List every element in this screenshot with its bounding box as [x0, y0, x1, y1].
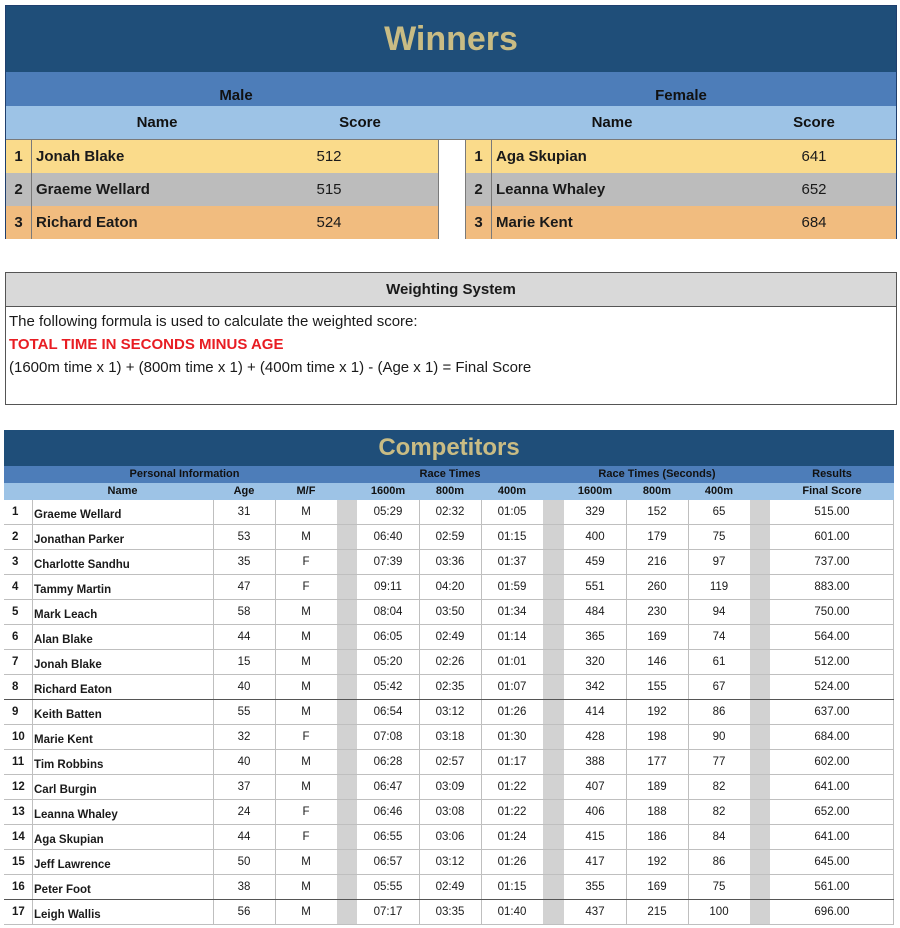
col-1600m-time: 1600m [370, 485, 406, 497]
competitor-row [4, 850, 894, 875]
rank-cell: 1 [6, 140, 32, 173]
winner-name: Marie Kent [496, 214, 573, 231]
final-score-cell: 564.00 [814, 631, 850, 643]
seconds-800-cell: 155 [647, 681, 667, 693]
competitor-name: Mark Leach [34, 609, 98, 621]
group-personal-info: Personal Information [129, 468, 240, 480]
female-winner-row [466, 140, 896, 173]
rank-cell: 4 [12, 581, 19, 593]
time-800-cell: 02:59 [435, 531, 465, 543]
female-winner-row [466, 173, 896, 206]
final-score-cell: 641.00 [814, 781, 850, 793]
age-cell: 31 [237, 506, 251, 518]
time-800-cell: 02:35 [435, 681, 465, 693]
final-score-cell: 883.00 [814, 581, 850, 593]
seconds-800-cell: 230 [647, 606, 667, 618]
time-400-cell: 01:37 [497, 556, 527, 568]
seconds-1600-cell: 320 [585, 656, 605, 668]
competitor-name: Keith Batten [34, 709, 102, 721]
rank-cell: 2 [6, 173, 32, 206]
seconds-1600-cell: 459 [585, 556, 605, 568]
age-cell: 38 [237, 881, 251, 893]
time-400-cell: 01:15 [497, 531, 527, 543]
time-1600-cell: 06:05 [373, 631, 403, 643]
male-name-header: Name [136, 114, 178, 131]
seconds-800-cell: 177 [647, 756, 667, 768]
competitor-row [4, 700, 894, 725]
seconds-1600-cell: 484 [585, 606, 605, 618]
time-800-cell: 03:50 [435, 606, 465, 618]
seconds-1600-cell: 415 [585, 831, 605, 843]
time-1600-cell: 05:55 [373, 881, 403, 893]
competitor-row [4, 675, 894, 700]
final-score-cell: 737.00 [814, 556, 850, 568]
competitor-row [4, 650, 894, 675]
col-name: Name [107, 485, 138, 497]
seconds-1600-cell: 329 [585, 506, 605, 518]
rank-cell: 2 [12, 531, 19, 543]
weighting-description: The following formula is used to calculate the weighted score: [9, 313, 418, 330]
final-score-cell: 696.00 [814, 906, 850, 918]
seconds-1600-cell: 355 [585, 881, 605, 893]
competitor-row [4, 900, 894, 925]
winner-score: 684 [801, 214, 827, 231]
male-group-label: Male [219, 87, 253, 104]
male-winner-row [6, 140, 438, 173]
col-400m-time: 400m [497, 485, 527, 497]
rank-cell: 3 [6, 206, 32, 239]
time-1600-cell: 06:28 [373, 756, 403, 768]
seconds-800-cell: 192 [647, 856, 667, 868]
time-1600-cell: 06:46 [373, 806, 403, 818]
seconds-800-cell: 192 [647, 706, 667, 718]
competitor-name: Graeme Wellard [34, 509, 122, 521]
age-cell: 55 [237, 706, 251, 718]
time-400-cell: 01:40 [497, 906, 527, 918]
seconds-400-cell: 86 [712, 856, 726, 868]
rank-cell: 5 [12, 606, 19, 618]
competitor-name: Charlotte Sandhu [34, 559, 130, 571]
seconds-800-cell: 198 [647, 731, 667, 743]
col-800m-time: 800m [435, 485, 465, 497]
rank-cell: 6 [12, 631, 19, 643]
final-score-cell: 512.00 [814, 656, 850, 668]
rank-cell: 10 [12, 731, 25, 743]
competitor-name: Marie Kent [34, 734, 93, 746]
col-800m-seconds: 800m [642, 485, 672, 497]
time-400-cell: 01:07 [497, 681, 527, 693]
time-1600-cell: 06:54 [373, 706, 403, 718]
seconds-400-cell: 75 [712, 881, 726, 893]
female-group-label: Female [655, 87, 707, 104]
seconds-800-cell: 186 [647, 831, 667, 843]
final-score-cell: 641.00 [814, 831, 850, 843]
winner-score: 512 [316, 148, 342, 165]
female-name-header: Name [591, 114, 633, 131]
time-400-cell: 01:01 [497, 656, 527, 668]
age-cell: 15 [237, 656, 251, 668]
winner-score: 524 [316, 214, 342, 231]
seconds-400-cell: 100 [709, 906, 729, 918]
competitor-row [4, 525, 894, 550]
age-cell: 50 [237, 856, 251, 868]
time-400-cell: 01:34 [497, 606, 527, 618]
time-1600-cell: 07:08 [373, 731, 403, 743]
competitor-name: Jonah Blake [34, 659, 102, 671]
seconds-800-cell: 216 [647, 556, 667, 568]
rank-cell: 7 [12, 656, 19, 668]
weighting-title: Weighting System [6, 273, 896, 307]
female-winners-table [466, 140, 896, 239]
gender-cell: M [301, 881, 311, 893]
gender-cell: F [302, 831, 310, 843]
time-1600-cell: 06:57 [373, 856, 403, 868]
competitor-row [4, 575, 894, 600]
time-400-cell: 01:17 [497, 756, 527, 768]
weighting-system-panel [5, 272, 897, 405]
winners-divider [438, 140, 466, 239]
winner-name: Graeme Wellard [36, 181, 150, 198]
time-800-cell: 03:12 [435, 706, 465, 718]
group-race-seconds: Race Times (Seconds) [598, 468, 716, 480]
winner-score: 652 [801, 181, 827, 198]
gender-cell: F [302, 806, 310, 818]
seconds-800-cell: 188 [647, 806, 667, 818]
group-results: Results [812, 468, 852, 480]
seconds-400-cell: 75 [712, 531, 726, 543]
male-winners-table [6, 140, 438, 239]
winner-name: Jonah Blake [36, 148, 125, 165]
seconds-400-cell: 67 [712, 681, 726, 693]
time-800-cell: 03:36 [435, 556, 465, 568]
seconds-800-cell: 189 [647, 781, 667, 793]
competitors-table [4, 430, 894, 928]
competitor-name: Alan Blake [34, 634, 93, 646]
competitor-name: Tammy Martin [34, 584, 112, 596]
gender-cell: F [302, 731, 310, 743]
gender-cell: M [301, 756, 311, 768]
competitor-row [4, 625, 894, 650]
seconds-1600-cell: 428 [585, 731, 605, 743]
rank-cell: 9 [12, 706, 19, 718]
winner-score: 641 [801, 148, 827, 165]
competitor-name: Carl Burgin [34, 784, 97, 796]
winner-score: 515 [316, 181, 342, 198]
seconds-400-cell: 61 [712, 656, 726, 668]
time-1600-cell: 08:04 [373, 606, 403, 618]
time-1600-cell: 05:29 [373, 506, 403, 518]
competitor-row [4, 500, 894, 525]
age-cell: 40 [237, 681, 251, 693]
winner-name: Leanna Whaley [496, 181, 606, 198]
rank-cell: 15 [12, 856, 25, 868]
gender-cell: M [301, 706, 311, 718]
age-cell: 47 [237, 581, 251, 593]
female-score-header: Score [793, 114, 835, 131]
seconds-400-cell: 90 [712, 731, 726, 743]
gender-cell: F [302, 581, 310, 593]
time-800-cell: 02:49 [435, 631, 465, 643]
male-winner-row [6, 206, 438, 239]
competitor-name: Leanna Whaley [34, 809, 118, 821]
seconds-1600-cell: 342 [585, 681, 605, 693]
final-score-cell: 515.00 [814, 506, 850, 518]
age-cell: 24 [237, 806, 251, 818]
final-score-cell: 524.00 [814, 681, 850, 693]
gender-cell: M [301, 856, 311, 868]
time-1600-cell: 09:11 [374, 581, 402, 593]
gender-cell: M [301, 506, 311, 518]
seconds-400-cell: 119 [709, 581, 729, 593]
final-score-cell: 602.00 [814, 756, 850, 768]
final-score-cell: 645.00 [814, 856, 850, 868]
competitor-row [4, 550, 894, 575]
age-cell: 44 [237, 831, 251, 843]
time-800-cell: 03:12 [435, 856, 465, 868]
rank-cell: 11 [12, 756, 25, 768]
seconds-400-cell: 97 [712, 556, 726, 568]
seconds-800-cell: 169 [647, 881, 667, 893]
winners-group-header [6, 72, 896, 106]
seconds-400-cell: 74 [712, 631, 726, 643]
male-score-header: Score [339, 114, 381, 131]
time-400-cell: 01:26 [497, 706, 527, 718]
gender-cell: M [301, 606, 311, 618]
competitor-name: Aga Skupian [34, 834, 104, 846]
competitor-row [4, 800, 894, 825]
competitor-row [4, 750, 894, 775]
time-1600-cell: 05:42 [373, 681, 403, 693]
winners-panel [5, 5, 897, 239]
time-800-cell: 02:57 [435, 756, 465, 768]
seconds-400-cell: 77 [712, 756, 726, 768]
rank-cell: 3 [12, 556, 19, 568]
time-400-cell: 01:22 [497, 781, 527, 793]
col-400m-seconds: 400m [704, 485, 734, 497]
seconds-1600-cell: 417 [585, 856, 605, 868]
time-800-cell: 02:26 [435, 656, 465, 668]
time-400-cell: 01:30 [497, 731, 527, 743]
seconds-1600-cell: 407 [585, 781, 605, 793]
time-1600-cell: 06:55 [373, 831, 403, 843]
time-400-cell: 01:22 [497, 806, 527, 818]
seconds-1600-cell: 388 [585, 756, 605, 768]
time-800-cell: 02:32 [435, 506, 465, 518]
rank-cell: 16 [12, 881, 25, 893]
time-1600-cell: 06:40 [373, 531, 403, 543]
col-1600m-seconds: 1600m [577, 485, 613, 497]
gender-cell: M [301, 531, 311, 543]
rank-cell: 3 [466, 206, 492, 239]
rank-cell: 8 [12, 681, 19, 693]
competitors-column-header [4, 483, 894, 500]
competitor-row [4, 600, 894, 625]
winners-column-header [6, 106, 896, 140]
seconds-1600-cell: 437 [585, 906, 605, 918]
competitors-title: Competitors [4, 430, 894, 466]
competitor-name: Jeff Lawrence [34, 859, 111, 871]
seconds-800-cell: 215 [647, 906, 667, 918]
gender-cell: M [301, 631, 311, 643]
gender-cell: F [302, 556, 310, 568]
final-score-cell: 750.00 [814, 606, 850, 618]
seconds-400-cell: 65 [712, 506, 726, 518]
seconds-800-cell: 260 [647, 581, 667, 593]
seconds-800-cell: 146 [647, 656, 667, 668]
rank-cell: 2 [466, 173, 492, 206]
seconds-1600-cell: 414 [585, 706, 605, 718]
final-score-cell: 684.00 [814, 731, 850, 743]
gender-cell: M [301, 781, 311, 793]
seconds-800-cell: 169 [647, 631, 667, 643]
female-winner-row [466, 206, 896, 239]
time-400-cell: 01:59 [497, 581, 527, 593]
time-400-cell: 01:24 [497, 831, 527, 843]
competitor-row [4, 775, 894, 800]
age-cell: 58 [237, 606, 251, 618]
rank-cell: 13 [12, 806, 25, 818]
competitor-name: Peter Foot [34, 884, 91, 896]
competitor-name: Richard Eaton [34, 684, 112, 696]
rank-cell: 1 [12, 506, 19, 518]
winner-name: Richard Eaton [36, 214, 138, 231]
age-cell: 35 [237, 556, 251, 568]
age-cell: 56 [237, 906, 251, 918]
weighting-rule: TOTAL TIME IN SECONDS MINUS AGE [9, 336, 284, 353]
rank-cell: 12 [12, 781, 25, 793]
final-score-cell: 637.00 [814, 706, 850, 718]
seconds-1600-cell: 400 [585, 531, 605, 543]
male-winner-row [6, 173, 438, 206]
time-800-cell: 03:18 [435, 731, 465, 743]
competitors-body [4, 500, 894, 925]
time-800-cell: 03:09 [435, 781, 465, 793]
winner-name: Aga Skupian [496, 148, 587, 165]
age-cell: 40 [237, 756, 251, 768]
seconds-400-cell: 94 [712, 606, 726, 618]
age-cell: 44 [237, 631, 251, 643]
seconds-400-cell: 86 [712, 706, 726, 718]
competitor-row [4, 875, 894, 900]
seconds-800-cell: 179 [647, 531, 667, 543]
col-age: Age [233, 485, 255, 497]
winners-title: Winners [6, 6, 896, 72]
final-score-cell: 561.00 [814, 881, 850, 893]
competitor-name: Leigh Wallis [34, 909, 101, 921]
final-score-cell: 652.00 [814, 806, 850, 818]
time-800-cell: 02:49 [435, 881, 465, 893]
time-1600-cell: 06:47 [373, 781, 403, 793]
age-cell: 32 [237, 731, 251, 743]
seconds-1600-cell: 406 [585, 806, 605, 818]
time-1600-cell: 07:17 [373, 906, 403, 918]
time-800-cell: 03:35 [435, 906, 465, 918]
time-400-cell: 01:14 [497, 631, 527, 643]
seconds-800-cell: 152 [647, 506, 667, 518]
time-400-cell: 01:05 [497, 506, 527, 518]
seconds-400-cell: 84 [712, 831, 726, 843]
competitor-name: Jonathan Parker [34, 534, 125, 546]
seconds-400-cell: 82 [712, 806, 726, 818]
group-race-times: Race Times [419, 468, 481, 480]
competitor-name: Tim Robbins [34, 759, 104, 771]
col-mf: M/F [296, 485, 316, 497]
time-800-cell: 03:08 [435, 806, 465, 818]
time-400-cell: 01:15 [497, 881, 527, 893]
gender-cell: M [301, 906, 311, 918]
competitors-group-header [4, 466, 894, 483]
competitor-row [4, 725, 894, 750]
age-cell: 53 [237, 531, 251, 543]
time-1600-cell: 05:20 [373, 656, 403, 668]
seconds-1600-cell: 551 [585, 581, 605, 593]
gender-cell: M [301, 681, 311, 693]
time-1600-cell: 07:39 [373, 556, 403, 568]
time-800-cell: 04:20 [435, 581, 465, 593]
time-800-cell: 03:06 [435, 831, 465, 843]
seconds-400-cell: 82 [712, 781, 726, 793]
rank-cell: 14 [12, 831, 25, 843]
seconds-1600-cell: 365 [585, 631, 605, 643]
age-cell: 37 [237, 781, 251, 793]
gender-cell: M [301, 656, 311, 668]
rank-cell: 1 [466, 140, 492, 173]
col-final-score: Final Score [802, 485, 862, 497]
rank-cell: 17 [12, 906, 25, 918]
time-400-cell: 01:26 [497, 856, 527, 868]
competitor-row [4, 825, 894, 850]
final-score-cell: 601.00 [814, 531, 850, 543]
weighting-formula: (1600m time x 1) + (800m time x 1) + (400m time x 1) - (Age x 1) = Final Score [9, 359, 532, 376]
